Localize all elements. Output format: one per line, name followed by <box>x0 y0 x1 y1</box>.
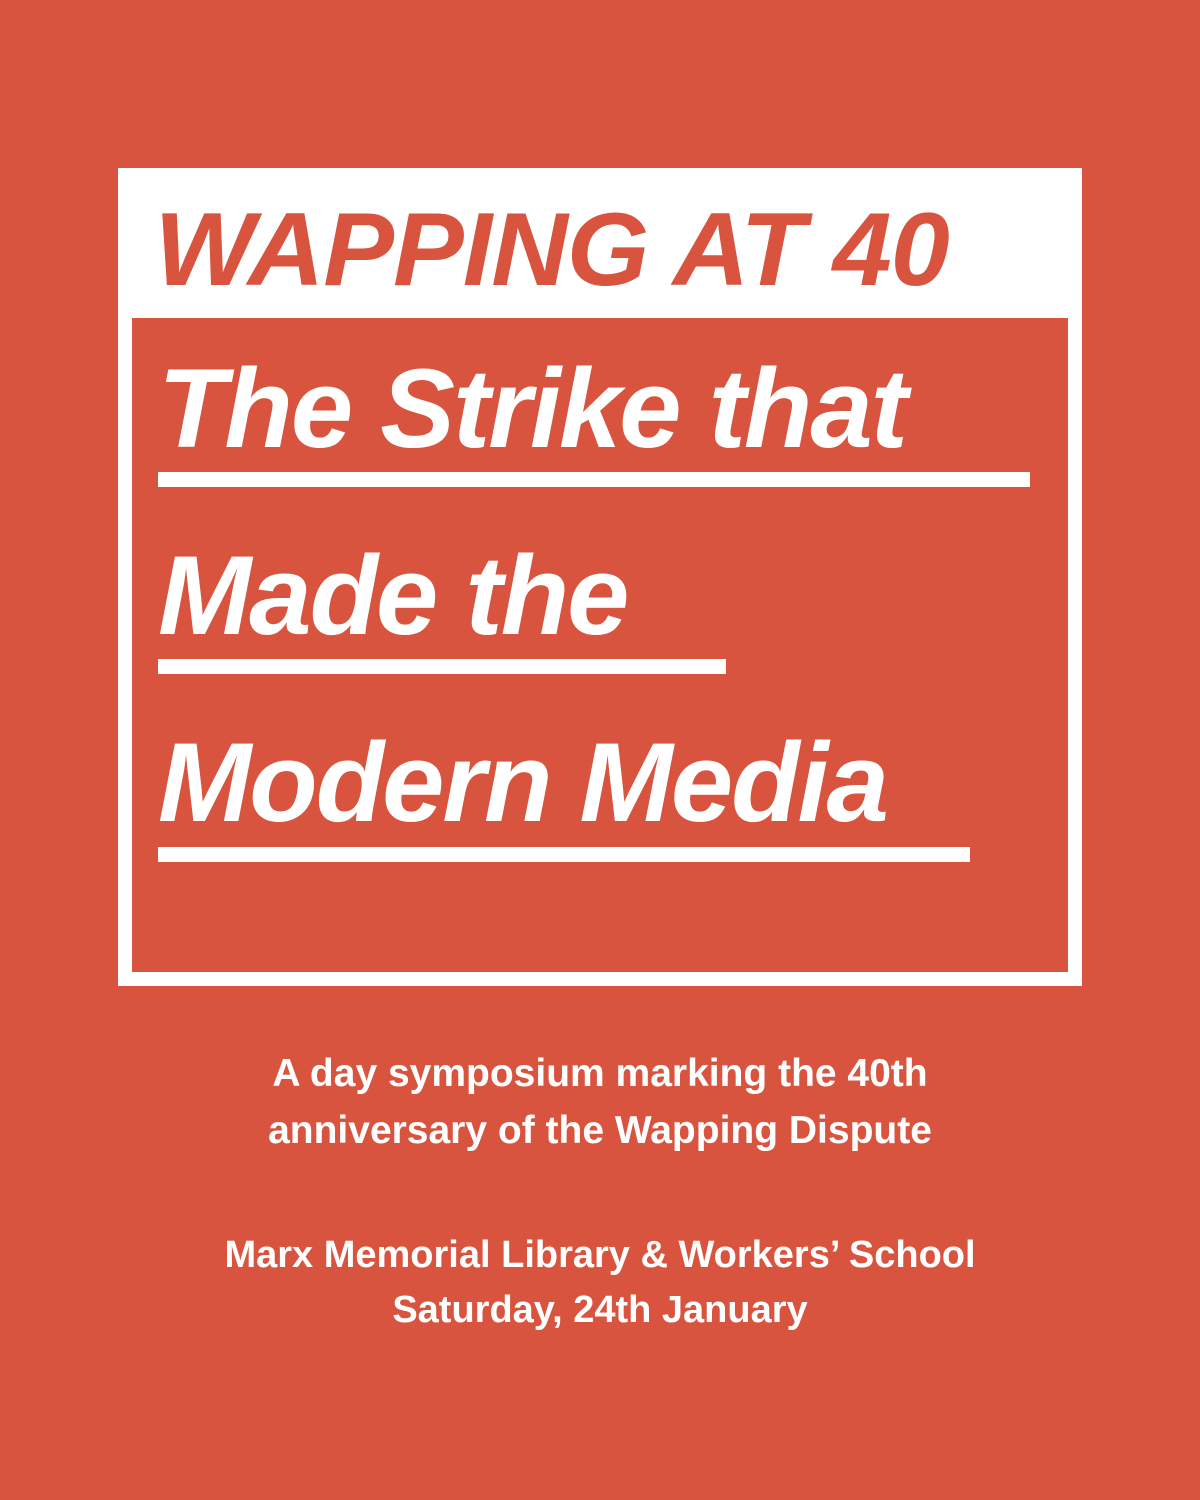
poster-kicker: WAPPING AT 40 <box>154 192 949 308</box>
kicker-bar <box>132 182 1068 318</box>
poster-subtitle <box>0 1046 1200 1159</box>
headline-rule-3 <box>158 847 970 862</box>
headline-rule-2 <box>158 659 726 674</box>
subtitle-line-1: A day symposium marking the 40th <box>272 1052 928 1095</box>
headline-block <box>132 318 1068 972</box>
headline-line-2-text: Made the <box>158 533 628 659</box>
poster-venue-block <box>0 1228 1200 1338</box>
subtitle-line-2: anniversary of the Wapping Dispute <box>268 1108 932 1152</box>
headline-line-1-text: The Strike that <box>158 346 906 471</box>
headline-frame <box>118 168 1082 986</box>
event-date: Saturday, 24th January <box>392 1289 808 1332</box>
venue-name: Marx Memorial Library & Workers’ School <box>224 1234 976 1276</box>
headline-rule-1 <box>158 472 1030 487</box>
headline-line-2 <box>158 533 1038 674</box>
headline-line-3 <box>158 720 1038 861</box>
headline-line-1 <box>158 346 1038 487</box>
headline-line-3-text: Modern Media <box>158 720 887 846</box>
